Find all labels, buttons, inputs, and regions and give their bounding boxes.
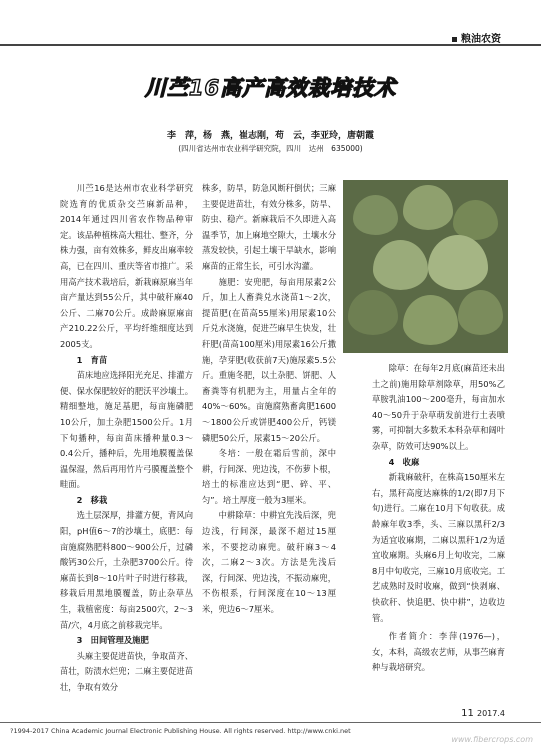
author-bio: 作者简介：李萍(1976—)，女，本科，高级农艺师，从事苎麻育种与栽培研究。 [372,631,505,673]
paragraph: 川苎16是达州市农业科学研究院选育的优质杂交苎麻新品种，2014年通过四川省农作物品种审定。该品种植株高大粗壮、整齐，分株力强，亩有效株多，鲜皮出麻率较高，已在四川、重庆等省市推广。采用高产技术栽培后，新栽麻原麻当年亩产量达到55公斤，其中破秆麻40公斤、二麻70公斤。成龄麻原麻亩产210.22公斤，平均纤维细度达到2005支。 [60,183,193,349]
text-column-3 [372,361,505,676]
section-heading: 4 收麻 [388,456,420,467]
paragraph: 冬培：一般在霜后雪前，深中耕，行间深、兜边浅，不伤萝卜根，培土的标准应达到“肥、碎、平、匀”。培土厚度一般为3厘米。 [202,448,336,505]
page-number [461,708,505,719]
paragraph: 株多，防旱，防急风断秆倒伏；三麻主要促进苗壮，有效分株多，防旱、防虫、稳产。新麻栽后不久即进入高温季节，加上麻地空隙大，土壤水分蒸发较快，引起土壤干旱缺水，影响麻苗的正常生长，可引水沟灌。 [202,183,336,271]
copyright-footer: ?1994-2017 China Academic Journal Electronic Publishing House. All rights reserved. http://www.cnki.net [10,727,351,735]
article-title: 川苎16高产高效栽培技术 [144,76,397,100]
article-authors: 李 萍，杨 燕，崔志刚，苟 云，李亚玲，唐朝霞 [166,131,374,141]
paragraph: 中耕除草：中耕宜先浅后深，兜边浅，行间深，最深不超过15厘米，不要挖动麻兜。破秆麻3～4次，二麻2～3次。方法是先浅后深，行间深、兜边浅，不振动麻兜，不伤根系，行间深度在10～13厘米，兜边6～7厘米。 [202,510,336,615]
text-column-2 [202,181,336,618]
ramie-plant-photo [343,180,508,353]
paragraph: 施肥：安兜肥，每亩用尿素2公斤，加上人畜粪兑水浇苗1～2次，提苗肥(在苗高55厘米)用尿素10公斤兑水浇施，促进苎麻早生快发，壮秆肥(苗高100厘米)用尿素16公斤撒施，孕芽肥(收获前7天)施尿素5.5公斤。重施冬肥，以土杂肥、饼肥、人畜粪等有机肥为主，用量占全年的40%～60%。亩施腐熟畜禽肥1600～1800公斤或饼肥400公斤，钙镁磷肥50公斤，尿素15～20公斤。 [202,276,336,443]
square-bullet-icon [452,37,457,42]
section-label: 粮油农资 [461,34,501,45]
article-affiliation: (四川省达州市农业科学研究院，四川 达州 635000) [178,144,363,153]
paragraph: 头麻主要促进苗快，争取苗齐、苗壮，防渍水烂兜；二麻主要促进苗壮，争取有效分 [60,650,193,692]
watermark: www.fibercrops.com [451,735,533,744]
page-num: 11 [461,708,474,719]
paragraph: 除草：在每年2月底(麻苗还未出土之前)施用除草剂除草，用50%乙草胺乳油100～200毫升，每亩加水40～50升于杂草萌发前进行土表喷雾，可抑制大多数禾本科杂草和阔叶杂草，防效可达90%以上。 [372,363,505,451]
paragraph: 选土层深厚，排灌方便，背风向阳，pH值6～7的沙壤土，底肥：每亩施腐熟肥料800～900公斤，过磷酸钙30公斤，土杂肥3700公斤。待麻苗长到8～10片叶子时进行移栽，移栽后用黑地膜覆盖，防止杂草丛生，栽植密度：每亩2500穴，2～3苗/穴，4月底之前移栽完毕。 [60,510,193,630]
section-heading: 2 移栽 [76,494,108,505]
text-column-1 [60,181,193,696]
section-heading: 1 育苗 [76,354,108,365]
paragraph: 苗床地应选择阳光充足、排灌方便、保水保肥较好的肥沃平沙壤土。精细整地，施足基肥，每亩施磷肥10公斤，加土杂肥1500公斤。1月下旬播种，每亩苗床播种量0.3～0.4公斤，播种后，先用地膜覆盖保温保湿，然后再用竹片弓膜覆盖整个畦面。 [60,370,193,490]
section-heading: 3 田间管理及施肥 [76,635,149,646]
paragraph: 新栽麻破秆，在株高150厘米左右，黑秆高度达麻株的1/2(即7月下旬)进行。二麻在10月下旬收获。成龄麻年收3季，头、三麻以黑秆2/3为适宜收麻期，二麻以黑秆1/2为适宜收麻期。头麻6月上旬收完，二麻8月中旬收完，三麻10月底收完。工艺成熟时及时收麻，做到“快剥麻、快砍秆、快追肥、快中耕”，边收边管。 [372,472,505,623]
section-tag [452,30,501,45]
issue-num: 2017.4 [477,709,505,718]
footer-rule [0,722,541,723]
